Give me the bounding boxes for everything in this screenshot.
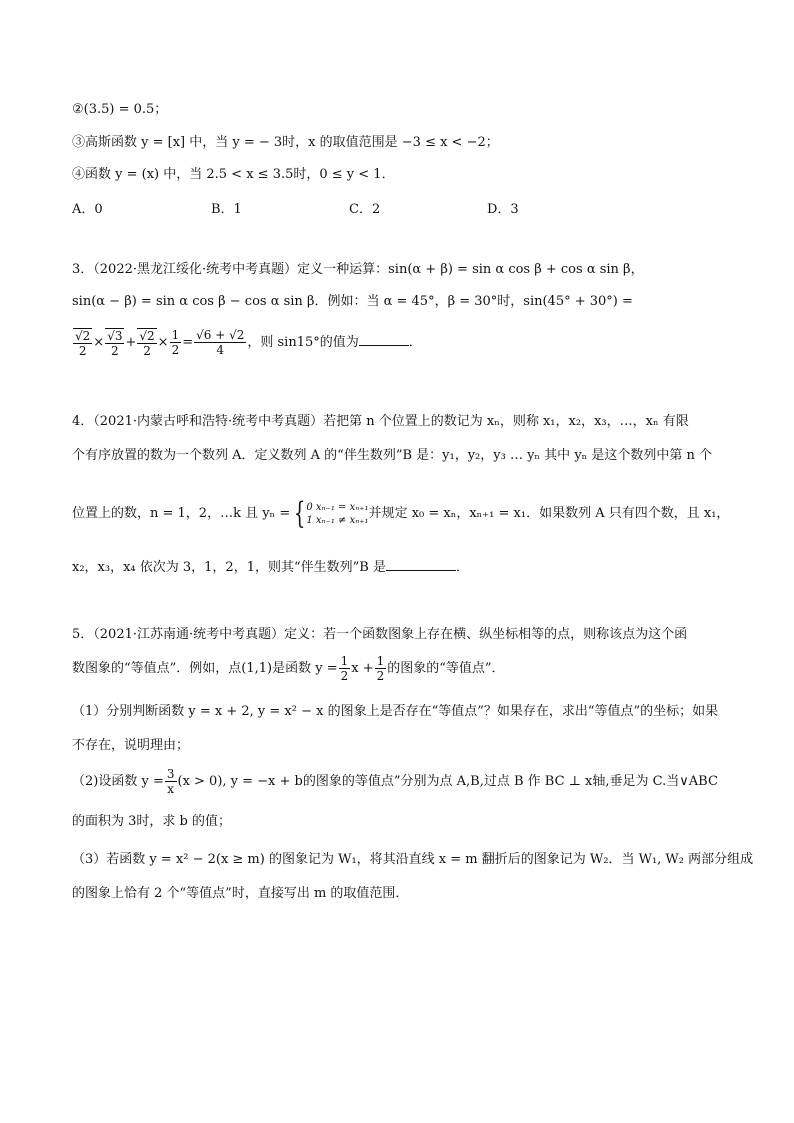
- period: ．: [408, 335, 422, 350]
- answer-blank[interactable]: [359, 332, 409, 346]
- q5-part-3-line-1: （3）若函数 y = x² − 2(x ≥ m) 的图象记为 W₁，将其沿直线 x = m 翻折后的图象记为 W₂．当 W₁, W₂ 两部分组成: [72, 852, 754, 867]
- answer-choices: [72, 198, 592, 216]
- prev-item-4: ④函数 y = (x) 中，当 2.5 < x ≤ 3.5时，0 ≤ y < 1．: [72, 167, 395, 182]
- fraction: $\frac{1}{2}$: [340, 654, 349, 683]
- q5-part-1-line-1: （1）分别判断函数 y = x + 2, y = x² − x 的图象上是否存在“等值点”？如果存在，求出“等值点”的坐标；如果: [72, 704, 719, 719]
- q3-line-2: sin(α − β) = sin α cos β − cos α sin β．例如：当 α = 45°，β = 30°时，sin(45° + 30°) =: [72, 294, 633, 309]
- equals-sign: =: [182, 335, 194, 350]
- q5-part-2-line-2: 的面积为 3时，求 b 的值；: [72, 814, 231, 829]
- answer-blank[interactable]: [386, 557, 456, 571]
- choice-c: C．2: [349, 202, 381, 217]
- q5-line-1: 5．（2021·江苏南通·统考中考真题）定义：若一个函数图象上存在横、纵坐标相等的点，则称该点为这个函: [72, 627, 688, 642]
- fraction: $\frac{3}{x}$: [166, 767, 175, 796]
- left-brace: {: [294, 495, 306, 531]
- q4-line-2: 个有序放置的数为一个数列 A．定义数列 A 的“伴生数列”B 是：y₁，y₂，y₃ … yₙ 其中 yₙ 是这个数列中第 n 个: [72, 448, 713, 463]
- q3-tail: ，则 sin15°的值为: [247, 335, 359, 350]
- q4-line-3-end: 并规定 x₀ = xₙ，xₙ₊₁ = x₁．如果数列 A 只有四个数，且 x₁，: [368, 506, 730, 521]
- q3-line-1: 3．（2022·黑龙江绥化·统考中考真题）定义一种运算：sin(α + β) = sin α cos β + cos α sin β，: [72, 262, 644, 277]
- q5-part-3-line-2: 的图象上恰有 2 个“等值点”时，直接写出 m 的取值范围．: [72, 886, 409, 901]
- prev-item-3: ③高斯函数 y = [x] 中，当 y = − 3时，x 的取值范围是 −3 ≤ x < −2；: [72, 135, 499, 150]
- fraction: $\frac{1}{2}$: [171, 328, 180, 357]
- fraction: $\frac{√6 + √2}{4}$: [196, 328, 245, 357]
- fraction: $\frac{√2}{2}$: [75, 328, 91, 358]
- fraction: $\frac{√3}{2}$: [107, 328, 123, 358]
- q5-line-2: 数图象的“等值点”．例如，点(1,1)是函数 y = $\frac{1}{2}$ x + $\frac{1}{2}$ 的图象的“等值点”．: [72, 654, 505, 683]
- q4-line-4: x₂，x₃，x₄ 依次为 3，1，2，1，则其“伴生数列”B 是 ．: [72, 557, 469, 577]
- q5-part-1-line-2: 不存在，说明理由；: [72, 738, 190, 753]
- times-sign: ×: [157, 335, 169, 350]
- fraction: $\frac{1}{2}$: [376, 654, 385, 683]
- plus-sign: +: [125, 335, 137, 350]
- prev-item-2: ②(3.5) = 0.5；: [72, 102, 168, 117]
- q4-line-3: [72, 497, 729, 531]
- times-sign: ×: [93, 335, 105, 350]
- q5-part-2-line-1: （2)设函数 y = $\frac{3}{x}$ (x > 0), y = −x + b的图象的等值点”分别为点 A,B,过点 B 作 BC ⊥ x轴,垂足为 C.当∨ABC: [72, 767, 718, 796]
- q4-line-3-start: 位置上的数，n = 1，2，…k 且 yₙ =: [72, 506, 291, 521]
- choice-a: A．0: [72, 202, 103, 217]
- choice-d: D．3: [487, 202, 519, 217]
- choice-b: B．1: [211, 202, 242, 217]
- piecewise-definition: 0 xₙ₋₁ = xₙ₊₁ 1 xₙ₋₁ ≠ xₙ₊₁: [306, 501, 369, 526]
- q3-line-3: [72, 326, 422, 360]
- q4-line-1: 4．（2021·内蒙古呼和浩特·统考中考真题）若把第 n 个位置上的数记为 xₙ，则称 x₁，x₂，x₃，…，xₙ 有限: [72, 414, 689, 429]
- fraction: $\frac{√2}{2}$: [139, 328, 155, 358]
